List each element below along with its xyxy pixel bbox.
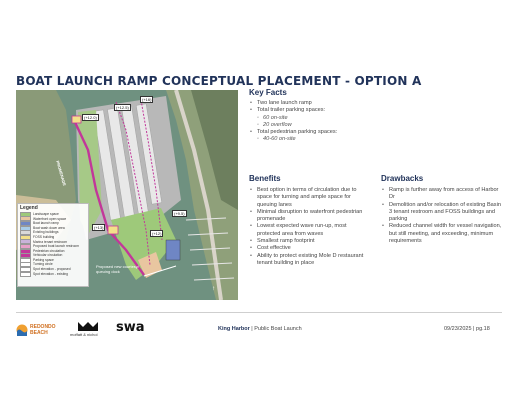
promenade-label: PROMENADE [55, 160, 68, 187]
elevation-label: (+16) [142, 97, 152, 102]
legend-label: Vehicular circulation [33, 253, 63, 258]
legend-label: Pedestrian circulation [33, 248, 65, 253]
redondo-wave-icon [16, 324, 28, 336]
project-name: King Harbor | Public Boat Launch [218, 326, 302, 332]
elevation-label: (+12.5) [116, 105, 129, 110]
moffatt-nichol-logo: moffatt & nichol [70, 320, 110, 340]
benefit-item: • Ability to protect existing Mole D restaurant tenant building in place [249, 253, 369, 268]
legend-label: Marina tenant restroom [33, 239, 68, 244]
legend-label: Spot elevation - proposed [33, 267, 71, 272]
page-title: BOAT LAUNCH RAMP CONCEPTUAL PLACEMENT - OPTION A [16, 74, 422, 88]
drawbacks-list [381, 187, 505, 245]
benefit-item: • Lowest expected wave run-up, most protected area from waves [249, 223, 369, 238]
swa-logo: swa [116, 320, 145, 335]
benefit-item: • Cost effective [249, 245, 369, 252]
drawback-item: • Demolition and/or relocation of existing Basin 3 tenant restroom and FOSS buildings and parking [381, 202, 505, 224]
elevation-label: (+12) [152, 231, 162, 236]
legend-label: Boat launch ramp [33, 221, 59, 226]
date-page-number: 09/23/2025 | pg.18 [444, 326, 490, 332]
key-fact-item: ◦ 40-60 on-site [249, 136, 409, 143]
benefits-title: Benefits [249, 174, 281, 183]
key-facts-title: Key Facts [249, 88, 287, 97]
drawbacks-title: Drawbacks [381, 174, 424, 183]
drawback-item: • Ramp is further away from access of Harbor Dr [381, 187, 505, 202]
courtesy-dock-note: Proposed new courtesy/ queuing dock [96, 264, 139, 274]
benefit-item: • Best option in terms of circulation due to space for turning and ample space for queuing lanes [249, 187, 369, 209]
key-fact-item: • Total pedestrian parking spaces: [249, 129, 409, 136]
drawback-item: • Reduced channel width for vessel navigation, but still meeting, and exceeding, minimum requirements [381, 223, 505, 245]
north-arrow-icon: ↑ [212, 286, 215, 292]
moffatt-nichol-mark-icon [78, 320, 98, 331]
map-legend: Legend Landscape space Waterfront open space Boat launch ramp Boat wash down area Existing buildings FOSS building Marina tenant restroom Proposed boat launch restroom Pedestrian circulation Vehicular circulation Parking space Turning circle Spot elevation - proposed Spot elevation - existing [17, 203, 89, 287]
redondo-beach-logo: REDONDO BEACH [16, 322, 56, 340]
legend-swatch [20, 272, 31, 277]
footer-divider [16, 312, 502, 313]
legend-label: Boat wash down area [33, 225, 65, 230]
legend-item [20, 272, 86, 277]
legend-label: Landscape space [33, 211, 59, 216]
legend-label: FOSS building [33, 234, 55, 239]
benefit-item: • Smallest ramp footprint [249, 238, 369, 245]
legend-label: Existing buildings [33, 230, 59, 235]
key-fact-item: • Total trailer parking spaces: [249, 107, 409, 114]
legend-rows [20, 212, 86, 276]
benefits-list [249, 187, 369, 267]
elevation-label: (+13) [94, 225, 104, 230]
legend-label: Spot elevation - existing [33, 271, 69, 276]
legend-label: Proposed boat launch restroom [33, 244, 80, 249]
key-fact-item: • Two lane launch ramp [249, 100, 409, 107]
elevation-label: (+12.0) [84, 115, 97, 120]
legend-label: Turning circle [33, 262, 53, 267]
key-fact-item: ◦ 60 on-site [249, 115, 409, 122]
key-fact-item: ◦ 20 overflow [249, 122, 409, 129]
elevation-label: (+9.5) [174, 211, 185, 216]
legend-label: Waterfront open space [33, 216, 67, 221]
benefit-item: • Minimal disruption to waterfront pedestrian promenade [249, 209, 369, 224]
legend-label: Parking space [33, 257, 54, 262]
key-facts-list [249, 100, 409, 144]
